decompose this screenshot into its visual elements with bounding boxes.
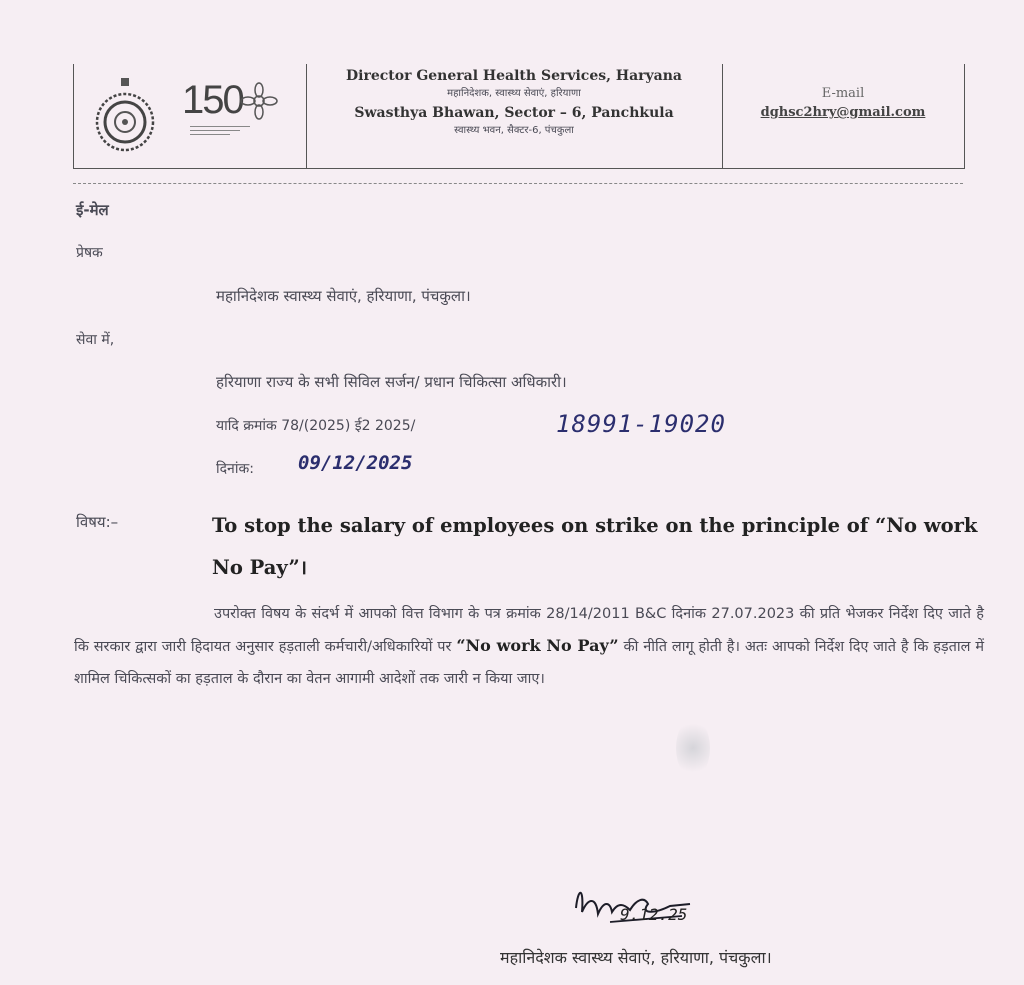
subject-text: To stop the salary of employees on strike on the principle of “No work No Pay”। xyxy=(212,514,978,579)
dispatch-mode: ई-मेल xyxy=(76,201,109,219)
date-label: दिनांक: xyxy=(216,461,254,477)
email-label: E-mail xyxy=(821,86,865,101)
header-divider xyxy=(73,183,963,184)
address-english: Swasthya Bhawan, Sector – 6, Panchkula xyxy=(354,105,674,121)
to-value: हरियाणा राज्य के सभी सिविल सर्जन/ प्रधान चिकित्सा अधिकारी। xyxy=(216,373,567,391)
memo-prefix: यादि क्रमांक 78/(2025) ई2 2025/ xyxy=(216,418,416,434)
email-address: dghsc2hry@gmail.com xyxy=(760,105,926,120)
body-part-1: उपरोक्त विषय के संदर्भ में आपको वित्त विभाग के पत्र क्रमांक 28/14/2011 B&C दिनांक 27.07.2023 की प्रति भेजकर निर्देश दिए जाते है कि सरकार द्वारा जारी हिदायत अनुसार हड़ताली कर्मचारी/अधिकारियों पर xyxy=(74,606,984,655)
letter-body xyxy=(74,598,984,695)
from-value: महानिदेशक स्वास्थ्य सेवाएं, हरियाणा, पंचकुला। xyxy=(216,287,471,305)
letterhead-address xyxy=(306,64,723,168)
flower-icon xyxy=(240,82,278,120)
anniversary-number: 150 xyxy=(182,78,243,122)
signature-date: 9.12.25 xyxy=(620,905,688,924)
memo-number-handwritten: 18991-19020 xyxy=(556,410,726,438)
to-label: सेवा में, xyxy=(76,332,115,348)
org-name-hindi: महानिदेशक, स्वास्थ्य सेवाएं, हरियाणा xyxy=(447,88,581,99)
memo-reference xyxy=(216,416,415,435)
signatory-title: महानिदेशक स्वास्थ्य सेवाएं, हरियाणा, पंचकुला। xyxy=(500,948,772,967)
letterhead xyxy=(73,64,965,169)
anniversary-caption-graphic xyxy=(190,124,270,135)
subject-label: विषय:– xyxy=(76,513,119,531)
body-highlight: “No work No Pay” xyxy=(456,636,619,655)
body-part-2: की नीति लागू होती है। अतः आपको निर्देश दिए जाते है कि हड़ताल में शामिल चिकित्सकों का हड़ताल के दौरान का वेतन आगामी आदेशों तक जारी न किया जाए। xyxy=(74,639,985,687)
letterhead-logos xyxy=(74,64,307,168)
date-handwritten: 09/12/2025 xyxy=(298,452,413,474)
address-hindi: स्वास्थ्य भवन, सैक्टर-6, पंचकुला xyxy=(454,125,574,136)
org-name-english: Director General Health Services, Haryana xyxy=(346,68,682,84)
state-emblem-icon xyxy=(94,76,156,156)
from-label: प्रेषक xyxy=(76,245,103,261)
anniversary-logo xyxy=(182,78,282,148)
scan-smudge xyxy=(676,718,710,778)
letterhead-contact xyxy=(722,64,964,168)
